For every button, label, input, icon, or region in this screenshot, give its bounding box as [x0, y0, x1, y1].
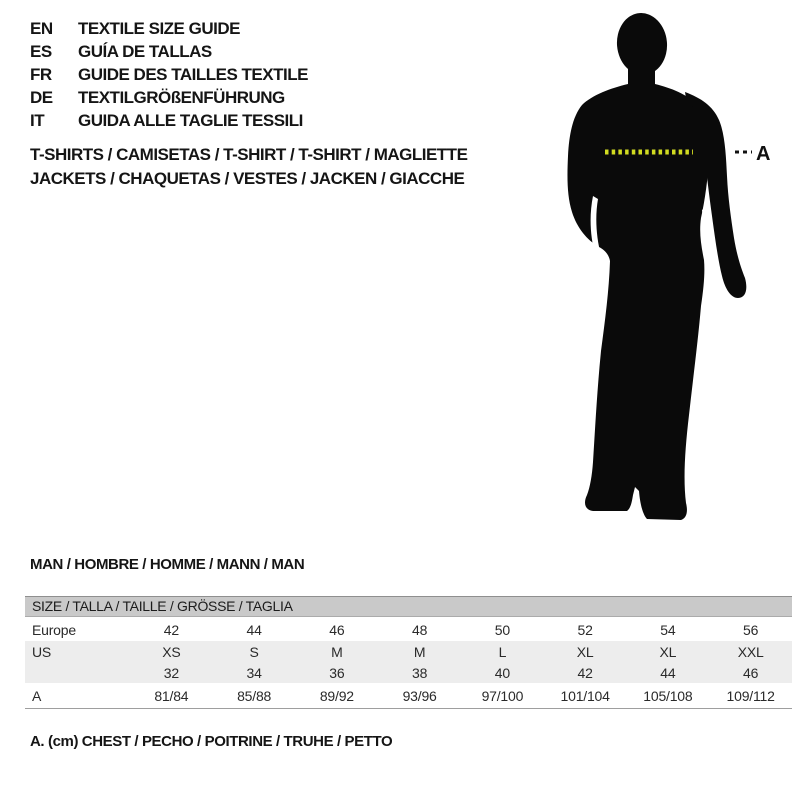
- table-cell: 40: [494, 664, 510, 681]
- language-label: GUIDE DES TAILLES TEXTILE: [78, 64, 308, 84]
- language-code: FR: [30, 64, 52, 84]
- table-row-numeric: [25, 662, 792, 683]
- language-list: [30, 17, 308, 132]
- table-cell: 101/104: [560, 687, 610, 704]
- language-row: [30, 40, 308, 63]
- language-code: ES: [30, 41, 52, 61]
- table-cell: 48: [412, 622, 428, 638]
- table-row-europe: [25, 619, 792, 641]
- size-table-header: SIZE / TALLA / TAILLE / GRÖSSE / TAGLIA: [25, 597, 792, 617]
- row-label: Europe: [32, 622, 76, 638]
- language-code: DE: [30, 87, 53, 107]
- table-cell: 56: [743, 622, 759, 638]
- table-cell: 105/108: [643, 687, 693, 704]
- language-label: GUÍA DE TALLAS: [78, 41, 212, 61]
- table-row-chest-a: [25, 683, 792, 709]
- table-cell: 44: [660, 664, 676, 681]
- garment-types: [30, 143, 467, 191]
- size-table: [25, 596, 792, 709]
- table-cell: XL: [576, 643, 594, 660]
- table-cell: 85/88: [237, 687, 272, 704]
- language-label: TEXTILGRÖßENFÜHRUNG: [78, 87, 285, 107]
- table-cell: L: [498, 643, 507, 660]
- section-title: MAN / HOMBRE / HOMME / MANN / MAN: [30, 556, 305, 573]
- table-cell: 97/100: [481, 687, 524, 704]
- table-cell: 34: [246, 664, 262, 681]
- table-row-us: [25, 641, 792, 662]
- table-cell: 109/112: [726, 687, 775, 704]
- measurement-note: A. (cm) CHEST / PECHO / POITRINE / TRUHE / PETTO: [30, 733, 393, 750]
- man-silhouette-svg: [535, 10, 780, 525]
- measure-label-a: A: [756, 143, 771, 165]
- garment-line-tshirts: T-SHIRTS / CAMISETAS / T-SHIRT / T-SHIRT / MAGLIETTE: [30, 145, 468, 164]
- language-code: EN: [30, 18, 53, 38]
- table-cell: 81/84: [154, 687, 189, 704]
- row-label: A: [32, 687, 42, 704]
- table-cell: 52: [577, 622, 593, 638]
- table-cell: 32: [163, 664, 179, 681]
- table-cell: M: [331, 643, 343, 660]
- language-code: IT: [30, 110, 45, 130]
- table-cell: 50: [494, 622, 510, 638]
- table-cell: XS: [162, 643, 181, 660]
- table-cell: 54: [660, 622, 676, 638]
- row-label: US: [32, 643, 52, 660]
- language-row: [30, 17, 308, 40]
- table-cell: 46: [743, 664, 759, 681]
- language-label: GUIDA ALLE TAGLIE TESSILI: [78, 110, 303, 130]
- table-cell: S: [249, 643, 259, 660]
- table-cell: 36: [329, 664, 345, 681]
- language-row: [30, 63, 308, 86]
- table-cell: XXL: [737, 643, 764, 660]
- table-cell: 93/96: [402, 687, 437, 704]
- man-silhouette: [535, 10, 780, 525]
- language-label: TEXTILE SIZE GUIDE: [78, 18, 240, 38]
- table-cell: 42: [577, 664, 593, 681]
- table-cell: M: [413, 643, 426, 660]
- language-row: [30, 109, 308, 132]
- table-cell: 42: [163, 622, 179, 638]
- table-cell: 89/92: [319, 687, 354, 704]
- table-cell: 44: [246, 622, 262, 638]
- table-cell: 38: [412, 664, 428, 681]
- silhouette-shape: [567, 11, 746, 520]
- table-cell: 46: [329, 622, 345, 638]
- language-row: [30, 86, 308, 109]
- table-cell: XL: [659, 643, 677, 660]
- garment-line-jackets: JACKETS / CHAQUETAS / VESTES / JACKEN / GIACCHE: [30, 169, 465, 188]
